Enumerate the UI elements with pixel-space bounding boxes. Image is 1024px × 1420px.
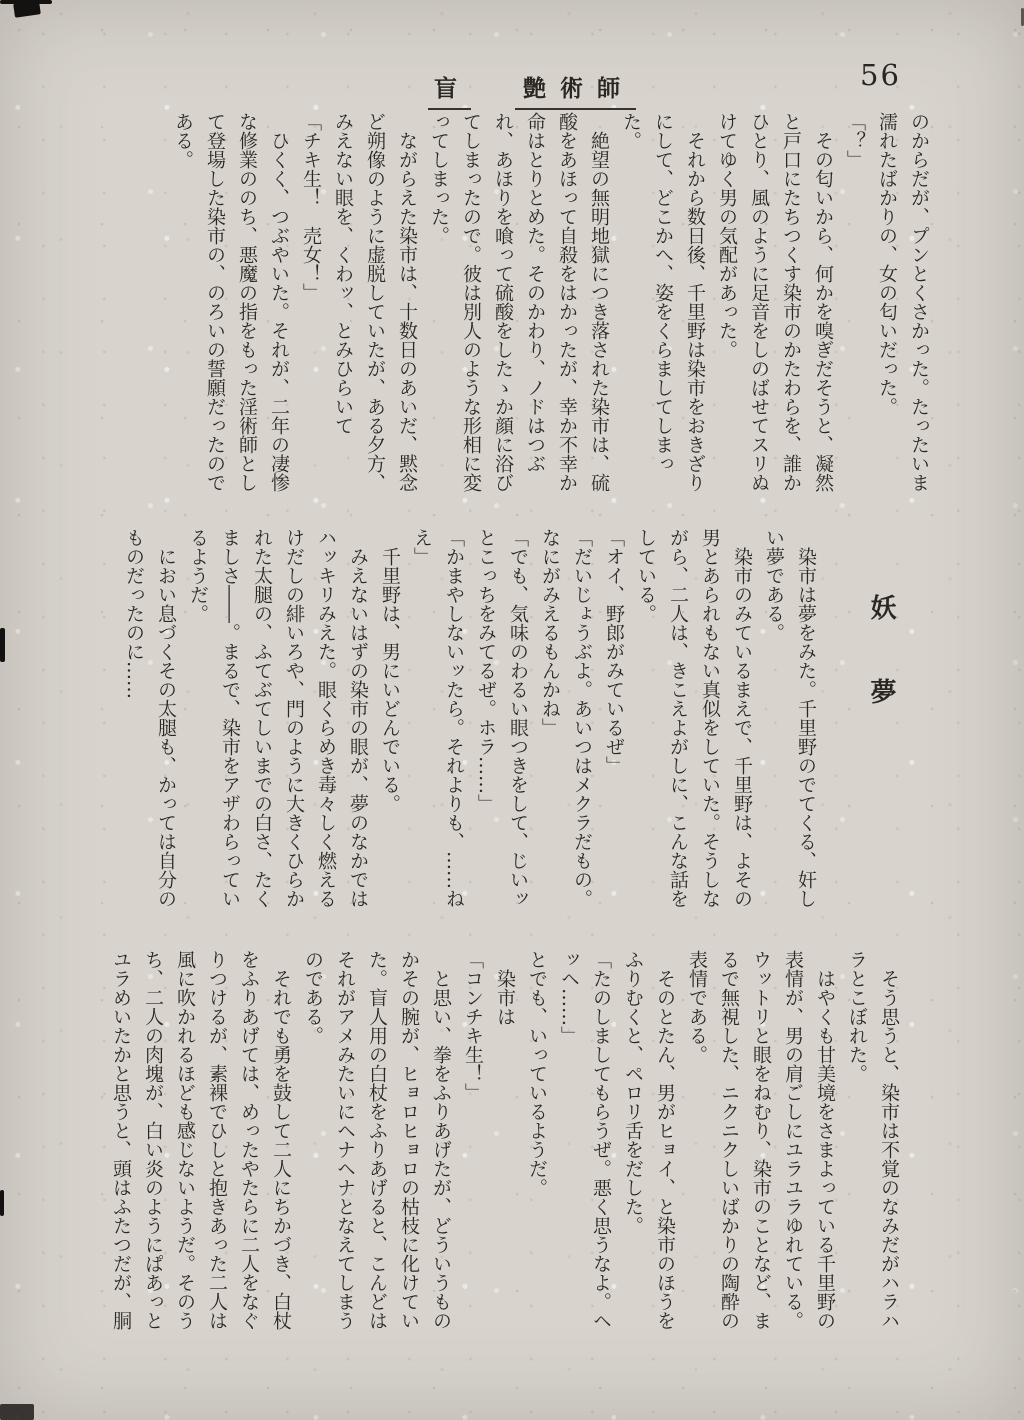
scan-artifact-bottom-left bbox=[0, 1404, 34, 1420]
text-line: けだしの緋いろや、門のように大きくひらか bbox=[283, 528, 305, 908]
text-line: ってしまった。 bbox=[428, 112, 450, 245]
text-line: 酸をあほって自殺をはかったが、幸か不幸か bbox=[556, 112, 578, 492]
text-line: とでも、いっているようだ。 bbox=[526, 950, 548, 1197]
text-line: ッヘ……」 bbox=[558, 950, 580, 1045]
text-line: 「オイ、野郎がみているぜ」 bbox=[603, 528, 625, 775]
text-line: 表情が、男の肩ごしにユラユラゆれている。 bbox=[782, 950, 804, 1330]
text-line: 染市は夢をみた。千里野のでてくる、奸し bbox=[795, 547, 817, 908]
text-line: ふりむくと、ペロリ舌をだした。 bbox=[622, 950, 644, 1235]
text-line: と戸口にたちつくす染市のかたわらを、誰か bbox=[780, 112, 802, 492]
running-head-title-left: 盲 bbox=[428, 70, 471, 110]
text-band-middle bbox=[118, 528, 904, 946]
text-line: はやくも甘美境をさまよっている千里野の bbox=[814, 969, 836, 1330]
text-line: てしまったので。彼は別人のような形相に変 bbox=[460, 112, 482, 492]
text-line: と思い、拳をふりあげたが、どういうもの bbox=[430, 969, 452, 1330]
text-line: ひとり、風のように足音をしのばせてスリぬ bbox=[748, 112, 770, 492]
text-line: ひくく、つぶやいた。それが、二年の凄惨 bbox=[268, 131, 290, 492]
text-line: みえないはずの染市の眼が、夢のなかでは bbox=[347, 547, 369, 908]
text-line: て登場した染市の、のろいの誓願だったので bbox=[204, 112, 226, 492]
text-band-top bbox=[167, 112, 935, 512]
scan-artifact-left-edge-1 bbox=[0, 628, 5, 662]
text-line: れ、あほりを喰って硫酸をしたゝか顔に浴び bbox=[492, 112, 514, 492]
text-line: それでも勇を鼓して二人にちかづき、白杖 bbox=[270, 969, 292, 1330]
text-line: 風に吹かれるほども感じないようだ。そのう bbox=[174, 950, 196, 1330]
running-head-title-right: 艶術師 bbox=[515, 70, 636, 110]
text-line: りつけるが、素裸でひしと抱きあった二人は bbox=[206, 950, 228, 1330]
text-line: 濡れたばかりの、女の匂いだった。 bbox=[876, 112, 898, 416]
text-line: 「たのしましてもらうぜ。悪く思うなよ。ヘ bbox=[590, 950, 612, 1330]
text-line: それから数日後、千里野は染市をおきざり bbox=[684, 131, 706, 492]
text-line: 「？」 bbox=[844, 112, 866, 169]
text-line: そう思うと、染市は不覚のなみだがハラハ bbox=[878, 969, 900, 1330]
text-line: 「かまやしないッたら。それよりも、……ね bbox=[443, 528, 465, 908]
text-line: い夢である。 bbox=[763, 528, 785, 642]
text-line: けてゆく男の気配があった。 bbox=[716, 112, 738, 359]
text-line: ハッキリみえた。眼くらめき毒々しく燃える bbox=[315, 528, 337, 908]
text-line: え」 bbox=[411, 528, 433, 566]
text-line: るで無視した、ニクニクしいばかりの陶酔の bbox=[718, 950, 740, 1330]
page-number: 56 bbox=[860, 58, 901, 92]
text-line: している。 bbox=[635, 528, 657, 623]
running-head bbox=[428, 70, 636, 110]
text-line: ラとこぼれた。 bbox=[846, 950, 868, 1083]
text-line: にして、どこかへ、姿をくらましてしまっ bbox=[652, 112, 674, 473]
text-line: をふりあげては、めったやたらに二人をなぐ bbox=[238, 950, 260, 1330]
scan-artifact-left-edge-2 bbox=[0, 1190, 4, 1216]
text-line: るようだ。 bbox=[187, 528, 209, 623]
text-line: 染市は bbox=[494, 969, 516, 1026]
text-line: かその腕が、ヒョロヒョロの枯枝に化けてい bbox=[398, 950, 420, 1330]
text-line: におい息づくその太腿も、かっては自分の bbox=[155, 547, 177, 908]
text-line: た。 bbox=[620, 112, 642, 150]
text-line: ものだったのに…… bbox=[123, 528, 145, 699]
text-line: ながらえた染市は、十数日のあいだ、黙念 bbox=[396, 131, 418, 492]
text-line: のからだが、プンとくさかった。たったいま bbox=[908, 112, 930, 492]
text-line: 「でも、気味のわるい眼つきをして、じいッ bbox=[507, 528, 529, 908]
text-line: そのとたん、男がヒョイ、と染市のほうを bbox=[654, 969, 676, 1330]
text-line: ましさ――。まるで、染市をアザわらってい bbox=[219, 528, 241, 908]
text-line: 染市のみているまえで、千里野は、よその bbox=[731, 547, 753, 908]
section-heading: 妖 夢 bbox=[866, 594, 896, 720]
text-line: がら、二人は、きこえよがしに、こんな話を bbox=[667, 528, 689, 908]
text-line: 表情である。 bbox=[686, 950, 708, 1064]
text-line: のである。 bbox=[302, 950, 324, 1045]
text-line: ある。 bbox=[172, 112, 194, 169]
text-line: ち、二人の肉塊が、白い炎のようにぱあっと bbox=[142, 950, 164, 1330]
text-line: 「だいじょうぶよ。あいつはメクラだもの。 bbox=[571, 528, 593, 908]
text-line: その匂いから、何かを嗅ぎだそうと、凝然 bbox=[812, 131, 834, 492]
text-line: 絶望の無明地獄につき落された染市は、硫 bbox=[588, 131, 610, 492]
text-line: ど朔像のように虚脱していたが、ある夕方、 bbox=[364, 112, 386, 492]
text-line: なにがみえるもんかね」 bbox=[539, 528, 561, 737]
text-line: 男とあられもない真似をしていた。そうしな bbox=[699, 528, 721, 908]
text-line: な修業ののち、悪魔の指をもった淫術師とし bbox=[236, 112, 258, 492]
text-line: それがアメみたいにヘナヘナとなえてしまう bbox=[334, 950, 356, 1330]
text-band-bottom bbox=[105, 950, 905, 1392]
text-line: 「チキ生！ 売女！」 bbox=[300, 112, 322, 302]
text-line: ユラめいたかと思うと、頭はふたつだが、胴 bbox=[110, 950, 132, 1330]
text-line: みえない眼を、くわッ、とみひらいて bbox=[332, 112, 354, 435]
text-line: ウットリと眼をねむり、染市のことなど、ま bbox=[750, 950, 772, 1330]
text-line: れた太腿の、ふてぶてしいまでの白さ、たく bbox=[251, 528, 273, 908]
text-line: 「コンチキ生！」 bbox=[462, 950, 484, 1102]
text-line: 命はとりとめた。そのかわり、ノドはつぶ bbox=[524, 112, 546, 473]
text-line: た。盲人用の白杖をふりあげると、こんどは bbox=[366, 950, 388, 1330]
text-line: 千里野は、男にいどんでいる。 bbox=[379, 547, 401, 813]
scan-artifact-top-edge bbox=[0, 0, 52, 4]
text-line: とこっちをみてるぜ。ホラ……」 bbox=[475, 528, 497, 813]
